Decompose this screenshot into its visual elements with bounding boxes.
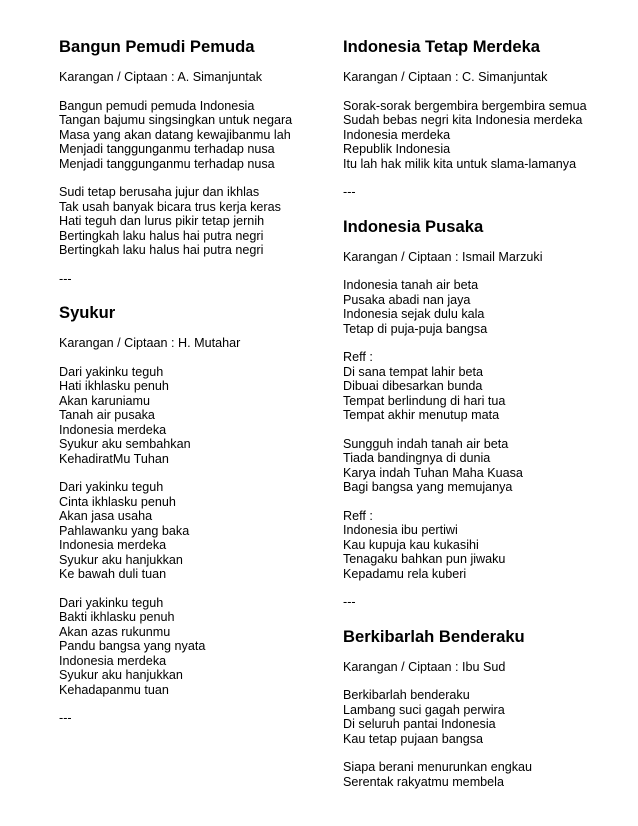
song-separator: --- [59, 711, 72, 725]
lyric-line: Hati teguh dan lurus pikir tetap jernih [59, 214, 265, 228]
lyric-line: Indonesia ibu pertiwi [343, 523, 458, 537]
song-author: Karangan / Ciptaan : Ibu Sud [343, 659, 506, 674]
song-separator: --- [343, 185, 356, 199]
verse [59, 185, 319, 258]
song-title: Indonesia Tetap Merdeka [343, 37, 541, 56]
lyric-line: Dibuai dibesarkan bunda [343, 379, 483, 393]
lyric-line: Indonesia sejak dulu kala [343, 307, 485, 321]
song-separator: --- [343, 595, 356, 609]
lyric-line: Indonesia merdeka [59, 538, 167, 552]
lyric-line: Menjadi tanggunganmu terhadap nusa [59, 156, 275, 171]
verse [59, 480, 319, 582]
song-title: Indonesia Pusaka [343, 216, 484, 236]
lyric-line: Bertingkah laku halus hai putra negri [59, 243, 264, 257]
verse [343, 509, 633, 582]
lyric-line: Akan karuniamu [59, 393, 151, 408]
lyric-line: Dari yakinku teguh [59, 480, 164, 494]
lyric-line: Pusaka abadi nan jaya [343, 292, 471, 307]
lyric-line: Berkibarlah benderaku [343, 688, 470, 702]
lyric-line: Tempat akhir menutup mata [343, 408, 500, 422]
lyric-line: Tiada bandingnya di dunia [343, 451, 491, 465]
verse [343, 437, 633, 495]
song-block [59, 37, 319, 286]
lyric-line: Dari yakinku teguh [59, 595, 164, 610]
lyric-line: Kepadamu rela kuberi [343, 566, 467, 581]
lyric-line: Bagi bangsa yang memujanya [343, 480, 513, 494]
verse [343, 688, 633, 746]
right-column [343, 37, 633, 789]
lyric-line: Tanah air pusaka [59, 408, 155, 422]
verse [59, 99, 319, 172]
verse [343, 350, 633, 423]
song-author: Karangan / Ciptaan : C. Simanjuntak [343, 70, 548, 84]
lyric-line: Indonesia merdeka [59, 422, 167, 437]
lyric-line: Tangan bajumu singsingkan untuk negara [59, 113, 293, 127]
lyric-line: Pandu bangsa yang nyata [59, 639, 206, 653]
lyric-line: Syukur aku hanjukkan [59, 668, 183, 682]
lyric-line: Di sana tempat lahir beta [343, 364, 484, 379]
verse [343, 99, 633, 172]
lyric-line: Bertingkah laku halus hai putra negri [59, 228, 264, 243]
lyric-line: Sungguh indah tanah air beta [343, 436, 509, 451]
lyric-line: Itu lah hak milik kita untuk slama-lamanya [343, 156, 577, 171]
song-block [343, 37, 633, 200]
verse [343, 760, 633, 789]
lyric-line: Akan jasa usaha [59, 509, 153, 523]
song-block [59, 303, 319, 726]
lyric-line: Sudi tetap berusaha jujur dan ikhlas [59, 185, 260, 199]
lyric-line: Hati ikhlasku penuh [59, 379, 169, 393]
song-separator: --- [59, 271, 72, 286]
lyric-line: Indonesia merdeka [59, 653, 167, 668]
lyric-line: Dari yakinku teguh [59, 364, 164, 379]
verse [343, 278, 633, 336]
song-block [343, 217, 633, 610]
lyric-line: Lambang suci gagah perwira [343, 702, 505, 717]
lyric-line: Akan azas rukunmu [59, 624, 171, 639]
left-column [59, 37, 319, 726]
lyric-line: Reff : [343, 508, 373, 523]
lyric-line: Sorak-sorak bergembira bergembira semua [343, 98, 587, 113]
lyric-line: Di seluruh pantai Indonesia [343, 717, 496, 731]
song-block [343, 627, 633, 790]
lyric-line: KehadiratMu Tuhan [59, 451, 169, 466]
lyric-line: Tempat berlindung di hari tua [343, 393, 506, 408]
lyric-line: Republik Indonesia [343, 142, 451, 156]
lyric-line: Tak usah banyak bicara trus kerja keras [59, 199, 281, 214]
lyric-line: Indonesia tanah air beta [343, 278, 479, 292]
lyric-line: Kau tetap pujaan bangsa [343, 731, 484, 746]
lyric-line: Sudah bebas negri kita Indonesia merdeka [343, 113, 583, 127]
lyric-line: Reff : [343, 350, 373, 364]
song-author: Karangan / Ciptaan : A. Simanjuntak [59, 70, 263, 84]
song-title: Berkibarlah Benderaku [343, 626, 525, 646]
lyric-line: Pahlawanku yang baka [59, 523, 190, 538]
lyric-line: Syukur aku hanjukkan [59, 552, 183, 567]
lyric-line: Syukur aku sembahkan [59, 437, 191, 451]
verse [59, 596, 319, 698]
lyric-line: Bangun pemudi pemuda Indonesia [59, 98, 255, 113]
lyric-line: Bakti ikhlasku penuh [59, 610, 175, 624]
lyric-line: Tenagaku bahkan pun jiwaku [343, 552, 506, 566]
song-author: Karangan / Ciptaan : H. Mutahar [59, 336, 241, 350]
verse [59, 365, 319, 467]
song-title: Syukur [59, 303, 116, 322]
lyric-line: Kehadapanmu tuan [59, 682, 169, 697]
lyric-line: Menjadi tanggunganmu terhadap nusa [59, 142, 275, 156]
lyric-line: Siapa berani menurunkan engkau [343, 760, 533, 774]
song-title: Bangun Pemudi Pemuda [59, 37, 255, 56]
lyric-line: Cinta ikhlasku penuh [59, 494, 176, 509]
song-author: Karangan / Ciptaan : Ismail Marzuki [343, 249, 543, 264]
lyric-line: Karya indah Tuhan Maha Kuasa [343, 465, 523, 480]
lyric-line: Tetap di puja-puja bangsa [343, 321, 488, 336]
lyric-line: Indonesia merdeka [343, 127, 451, 142]
lyric-line: Masa yang akan datang kewajibanmu lah [59, 127, 291, 142]
lyric-line: Ke bawah duli tuan [59, 567, 167, 581]
lyric-line: Kau kupuja kau kukasihi [343, 537, 479, 552]
lyric-line: Serentak rakyatmu membela [343, 774, 504, 789]
